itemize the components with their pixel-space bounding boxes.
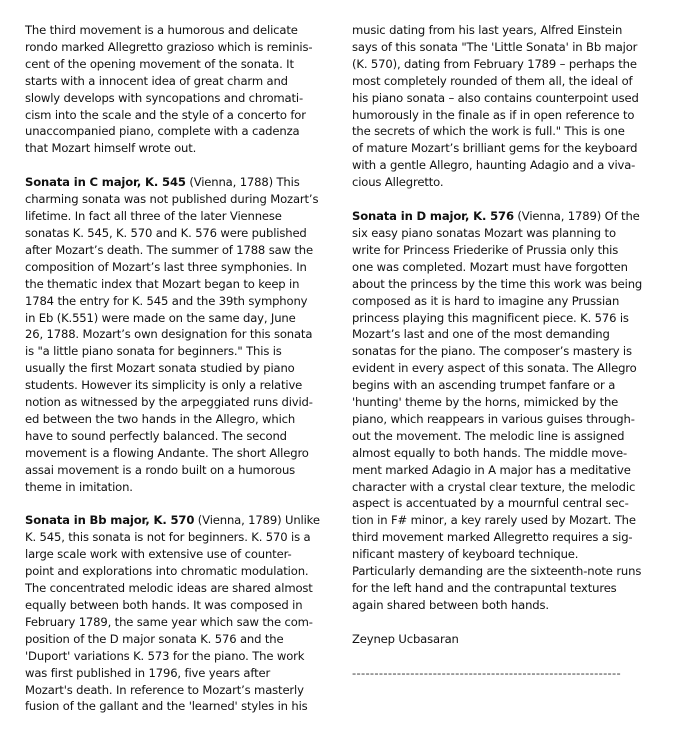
text-line: most completely rounded of them all, the ideal of	[352, 73, 633, 88]
text-line: with a gentle Allegro, haunting Adagio and a viva-	[352, 158, 636, 173]
text-line: Mozart's death. In reference to Mozart’s masterly	[25, 682, 304, 697]
text-line: assai movement is a rondo built on a humorous	[25, 462, 296, 477]
text-line: says of this sonata "The 'Little Sonata' in Bb major	[352, 39, 638, 54]
text-line: 'hunting' theme by the horns, mimicked by the	[352, 395, 619, 410]
text-line: charming sonata was not published during Mozart’s	[25, 192, 319, 207]
text-line: theme in imitation.	[25, 479, 133, 494]
text-line: 'Duport' variations K. 573 for the piano. The work	[25, 648, 305, 663]
text-line: six easy piano sonatas Mozart was planning to	[352, 225, 616, 240]
text-line: tion in F# minor, a key rarely used by Mozart. The	[352, 513, 636, 528]
text-line: February 1789, the same year which saw the com-	[25, 614, 313, 629]
text-line: princess playing this magnificent piece. K. 576 is	[352, 310, 629, 325]
text-line: out the movement. The melodic line is assigned	[352, 428, 625, 443]
text-line: K. 545, this sonata is not for beginners. K. 570 is a	[25, 530, 311, 545]
sonata-k545-paragraph	[25, 174, 333, 495]
text-line: cent of the opening movement of the sonata. It	[25, 56, 294, 71]
text-line: aspect is accentuated by a mournful central sec-	[352, 496, 629, 511]
text-line: cism into the scale and the style of a concerto for	[25, 107, 306, 122]
right-column	[352, 22, 658, 682]
text-line: composition of Mozart’s last three symphonies. In	[25, 259, 307, 274]
einstein-quote-paragraph	[352, 22, 658, 191]
text-line: of mature Mozart’s brilliant gems for the keyboard	[352, 141, 638, 156]
text-line: unaccompanied piano, complete with a cadenza	[25, 124, 300, 139]
sonata-k576-paragraph	[352, 208, 658, 614]
text-line: composed as it is hard to imagine any Prussian	[352, 293, 620, 308]
sonata-k545-heading-rest: (Vienna, 1788) This	[185, 175, 300, 190]
text-line: the secrets of which the work is full." This is one	[352, 124, 625, 139]
sonata-k576-first-line	[352, 208, 658, 225]
text-line: The concentrated melodic ideas are shared almost	[25, 581, 313, 596]
text-line: have to sound perfectly balanced. The second	[25, 428, 287, 443]
text-line: (K. 570), dating from February 1789 – perhaps the	[352, 56, 637, 71]
sonata-k576-heading-rest: (Vienna, 1789) Of the	[513, 209, 640, 224]
text-line: music dating from his last years, Alfred Einstein	[352, 23, 623, 37]
text-line: in Eb (K.551) were made on the same day, June	[25, 310, 296, 325]
text-line: write for Princess Friederike of Prussia only this	[352, 242, 619, 257]
text-line: large scale work with extensive use of counter-	[25, 547, 292, 562]
text-line: ed between the two hands in the Allegro, which	[25, 411, 296, 426]
sonata-k545-heading: Sonata in C major, K. 545	[25, 175, 186, 190]
sonata-k570-body	[25, 529, 333, 715]
text-line: slowly develops with syncopations and chromati-	[25, 90, 304, 105]
text-line: Particularly demanding are the sixteenth-note runs	[352, 564, 642, 579]
sonata-k576-body	[352, 225, 658, 614]
text-line: piano, which reappears in various guises through-	[352, 411, 635, 426]
text-line: third movement marked Allegretto requires a sig-	[352, 530, 633, 545]
text-line: rondo marked Allegretto grazioso which is reminis-	[25, 39, 313, 54]
text-line: point and explorations into chromatic modulation.	[25, 564, 309, 579]
text-line: usually the first Mozart sonata studied by piano	[25, 361, 295, 376]
text-line: again shared between both hands.	[352, 597, 549, 612]
text-line: position of the D major sonata K. 576 and the	[25, 631, 284, 646]
sonata-k570-heading: Sonata in Bb major, K. 570	[25, 513, 195, 528]
text-line: fusion of the gallant and the 'learned' styles in his	[25, 699, 308, 714]
text-line: The third movement is a humorous and delicate	[25, 23, 298, 37]
text-line: his piano sonata – also contains counterpoint used	[352, 90, 639, 105]
text-line: is "a little piano sonata for beginners." This is	[25, 344, 282, 359]
text-line: almost equally to both hands. The middle move-	[352, 445, 628, 460]
text-line: about the princess by the time this work was being	[352, 276, 643, 291]
text-line: equally between both hands. It was composed in	[25, 598, 303, 612]
text-line: one was completed. Mozart must have forgotten	[352, 259, 628, 274]
divider-line: ------------------------------------------------------------	[352, 665, 622, 680]
text-line: the thematic index that Mozart began to keep in	[25, 276, 300, 291]
text-line: movement is a flowing Andante. The short Allegro	[25, 445, 309, 460]
text-line: character with a crystal clear texture, the melodic	[352, 479, 636, 494]
text-line: that Mozart himself wrote out.	[25, 141, 197, 156]
sonata-k570-paragraph	[25, 512, 333, 715]
text-line: notion as witnessed by the arpeggiated runs divid-	[25, 395, 313, 410]
text-line: begins with an ascending trumpet fanfare or a	[352, 378, 616, 393]
text-line: starts with a innocent idea of great charm and	[25, 73, 288, 88]
text-line: 1784 the entry for K. 545 and the 39th symphony	[25, 293, 308, 308]
text-line: 26, 1788. Mozart’s own designation for this sonata	[25, 327, 313, 342]
text-line: evident in every aspect of this sonata. The Allegro	[352, 361, 637, 376]
text-line: lifetime. In fact all three of the later Viennese	[25, 209, 282, 224]
left-column	[25, 22, 333, 732]
text-line: cious Allegretto.	[352, 175, 444, 190]
text-line: sonatas K. 545, K. 570 and K. 576 were published	[25, 225, 307, 240]
text-line: after Mozart’s death. The summer of 1788 saw the	[25, 242, 313, 257]
text-line: humorously in the finale as if in open reference to	[352, 107, 635, 122]
text-line: was first published in 1796, five years after	[25, 665, 271, 680]
sonata-k570-heading-rest: (Vienna, 1789) Unlike	[194, 513, 320, 528]
text-line: nificant mastery of keyboard technique.	[352, 547, 579, 562]
author-name: Zeynep Ucbasaran	[352, 631, 459, 646]
sonata-k576-heading: Sonata in D major, K. 576	[352, 209, 514, 224]
movement-three-paragraph	[25, 22, 333, 157]
text-line: ment marked Adagio in A major has a meditative	[352, 462, 631, 477]
text-line: Mozart’s last and one of the most demanding	[352, 327, 610, 342]
sonata-k570-first-line	[25, 512, 333, 529]
sonata-k545-body	[25, 191, 333, 495]
text-line: sonatas for the piano. The composer’s mastery is	[352, 344, 632, 359]
sonata-k545-first-line	[25, 174, 333, 191]
text-line: students. However its simplicity is only a relative	[25, 378, 303, 393]
text-line: for the left hand and the contrapuntal textures	[352, 581, 617, 595]
